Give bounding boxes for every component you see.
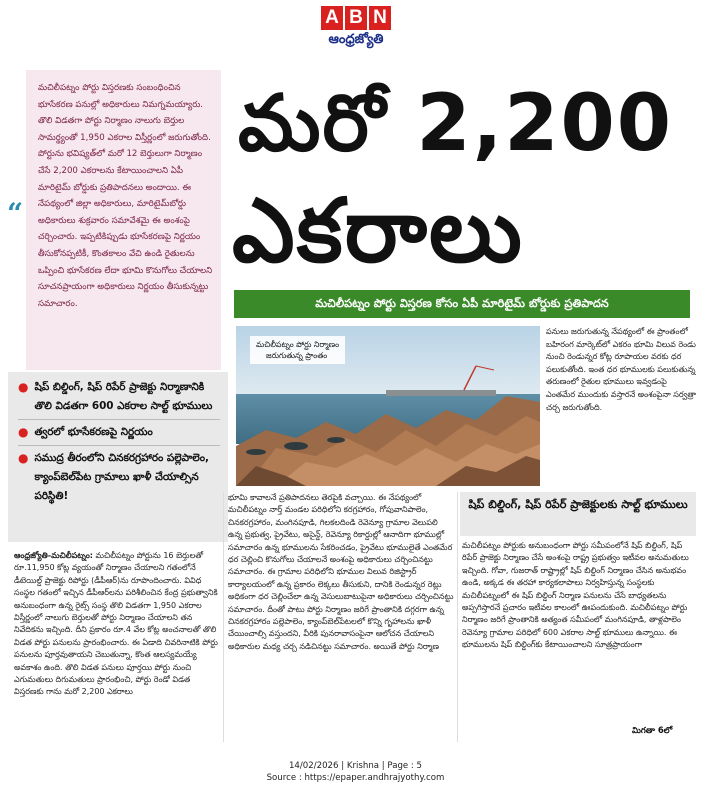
- highlight-item: [18, 449, 220, 506]
- subtitle-bar: మచిలీపట్నం పోర్టు విస్తరణ కోసం ఏపీ మారిటైమ్‌ బోర్డుకు ప్రతిపాదన: [234, 290, 690, 318]
- headline-line-1: మరో 2,200: [238, 79, 674, 169]
- sub-article-text: మచిలీపట్నం పోర్టుకు అనుబంధంగా పోర్టు సమీపంలోనే షిప్‌ బిల్డింగ్‌, షిప్‌ రిపేర్‌ ప్రాజెక్టు నిర్మాణం చేసే అంశంపై రాష్ట్ర ప్రభుత్వం ఇటీవల అనుమతులు ఇచ్చింది. గోవా, గుజరాత్‌ రాష్ట్రాల్లో షిప్‌ బిల్డింగ్‌ నిర్మాణం చేసిన అనుభవం ఉండి, అక్కడ ఈ తరహా కార్యకలాపాలు నిర్వహిస్తున్న సంస్థలకు మచిలీపట్నంలో ఈ షిప్‌ బిల్డింగ్‌ నిర్మాణ పనులను చేసే బాధ్యతలను అప్పగిస్తారనే ప్రచారం ఇటీవల కాలంలో ఊపందుకుంది. మచిలీపట్నం పోర్టు నిర్మాణం జరిగే ప్రాంతానికి అత్యంత సమీపంలో మంగినపూడి, తాళ్లపాలెం రెవెన్యూ గ్రామాల పరిధిలో 600 ఎకరాల సాల్ట్‌ భూములు ఉన్నాయి. ఈ భూములను షిప్‌ బిల్డింగ్‌కు కేటాయించాలని సూత్రప్రాయంగా: [462, 541, 689, 650]
- highlight-text: సముద్ర తీరంలోని చినకరగ్రహారం పల్లెపాలెం, క్యాంప్‌బెల్‌పేట గ్రామాలు ఖాళీ చేయాల్సిన పరిస్థితి!: [34, 452, 209, 502]
- logo-letter-a: A: [321, 6, 343, 30]
- highlight-text: షిప్‌ బిల్డింగ్‌, షిప్‌ రిపేర్‌ ప్రాజెక్టు నిర్మాణానికి తొలి విడతగా 600 ఎకరాల సాల్ట్‌ భూములు: [34, 381, 213, 412]
- logo-letter-b: B: [345, 6, 367, 30]
- highlight-item: [18, 423, 220, 442]
- page-footer: [0, 760, 711, 784]
- column-divider: [223, 492, 224, 742]
- port-photo: [236, 326, 540, 486]
- abn-logo-mark: [321, 6, 391, 30]
- footer-source: Source : https://epaper.andhrajyothy.com: [266, 773, 445, 783]
- headline-line-2: ఎకరాలు: [232, 179, 524, 282]
- logo-letter-n: N: [369, 6, 391, 30]
- right-column-text: పనులు జరుగుతున్న నేపథ్యంలో ఈ ప్రాంతంలో బహిరంగ మార్కెట్‌లో ఎకరం భూమి విలువ రెండు నుంచి రెండున్నర కోట్ల రూపాయల వరకు ధర పలుకుతోంది. ఇంత ధర భూములకు పలుకుతున్న తరుణంలో రైతుల భూములు ఇవ్వడంపై ఎంతమేర ముందుకు వస్తారనే అంశంపైనా సర్వత్రా చర్చ జరుగుతోంది.: [546, 327, 696, 412]
- left-article-text: మచిలీపట్నం పోర్టును 16 బెర్తులతో రూ.11,950 కోట్ల వ్యయంతో నిర్మాణం చేయాలని గతంలోనే డీటెయిల్డ్‌ ప్రాజెక్టు రిపోర్టు (డీపీఆర్‌)ను రూపొందించారు. వివిధ సంస్థల గతంలో ఇచ్చిన డీపీఆర్‌లను పరిశీలించిన కేంద్ర ప్రభుత్వానికి అనుబంధంగా ఉన్న రైట్స్‌ సంస్థ తొలి విడతగా 1,950 ఎకరాల విస్తీర్ణంలో నాలుగు బెర్తులతో పోర్టు నిర్మాణం చేయాలని తన నివేదికను ఇచ్చింది. దీని ప్రకారం రూ.4 వేల కోట్ల అంచనాలతో తొలి విడత పోర్టు పనులను ప్రారంభించారు. ఈ ఏడాది చివరినాటికి పోర్టు పనులను పూర్తవుతాయని చెబుతున్నా, కొంత ఆలస్యమయ్యే అవకాశం ఉంది. తొలి విడత పనులు పూర్తయి పోర్టు నుంచి ఎగుమతులు దిగుమతులు ప్రారంభించి, పోర్టు రెండో విడత విస్తరణకు గాను మరో 2,200 ఎకరాలు: [14, 551, 218, 697]
- photo-caption-line-2: జరుగుతున్న ప్రాంతం: [266, 351, 328, 360]
- bullet-icon: ●: [18, 451, 29, 465]
- highlights-box: [8, 372, 228, 542]
- logo-subtitle: ఆంధ్రజ్యోతి: [328, 32, 384, 47]
- sub-article-headline: షిప్‌ బిల్డింగ్‌, షిప్‌ రిపేర్‌ ప్రాజెక్టులకు సాల్ట్‌ భూములు: [460, 492, 696, 536]
- footer-date-edition: 14/02/2026 | Krishna | Page : 5: [288, 761, 423, 771]
- quote-mark-icon: “: [7, 197, 24, 230]
- middle-article-text: భూమి కావాలనే ప్రతిపాదనలు తెరపైకి వచ్చాయి. ఈ నేపథ్యంలో మచిలీపట్నం నార్త్‌ మండల పరిధిలోని కరగ్రహారం, గోపువానిపాలెం, చినకరగ్రహారం, మంగినపూడి, గిలకలదిండి రెవెన్యూ గ్రామాల వెలుపలి ఉన్న ప్రభుత్వ, ప్రైవేటు, అసైన్డ్‌, రెవెన్యూ రికార్డుల్లో ఆనాదిగా భూముల్లో సమాచారం ఉన్న భూములను సేకరించడం, ప్రైవేటు భూములైతే ఎంతమేర ధర చెల్లించి కొనుగోలు చేయాలనే అంశంపై అధికారులు చర్చించినట్టు సమాచారం. ఈ గ్రామాల పరిధిలోని భూముల విలువ రిజిస్ట్రార్‌ కార్యాలయంలో ఉన్న ప్రకారం లెక్కలు తీసుకుని, దానికి రెండున్నర రెట్లు అధికంగా ధర చెల్లించేలా ఉన్న వెసులుబాటుపైనా అధికారులు చర్చించినట్టు సమాచారం. దీంతో పాటు పోర్టు నిర్మాణం జరిగే ప్రాంతానికి దగ్గరగా ఉన్న చినకరగ్రహారం పల్లెపాలెం, క్యాంప్‌బెల్‌పేటలలో కొన్ని గృహాలను ఖాళీ చేయించాల్సి వస్తుందని, వీరికి పునరావాసంపైనా ఆలోచన చేయాలని అధికారుల మధ్య చర్చ నడిచినట్టు సమాచారం. అయితే పోర్టు నిర్మాణ: [228, 493, 454, 651]
- continued-label: మిగతా 6లో: [628, 725, 672, 738]
- photo-caption-line-1: మచిలీపట్నం పోర్టు నిర్మాణం: [256, 340, 340, 349]
- divider: [18, 445, 220, 446]
- highlight-text: త్వరలో భూసేకరణపై నిర్ణయం: [34, 426, 153, 438]
- bullet-icon: ●: [18, 380, 29, 394]
- dateline: ఆంధ్రజ్యోతి-మచిలీపట్నం:: [14, 551, 93, 560]
- column-divider: [457, 492, 458, 742]
- photo-caption: [250, 336, 345, 364]
- bullet-icon: ●: [18, 425, 29, 439]
- summary-text: మచిలీపట్నం పోర్టు విస్తరణకు సంబంధించిన భూసేకరణ పనుల్లో అధికారులు నిమగ్నమయ్యారు. తొలి విడతగా పోర్టు నిర్మాణం నాలుగు బెర్తుల సామర్థ్యంతో 1,950 ఎకరాల విస్తీర్ణంలో జరుగుతోంది. పోర్టును భవిష్యత్‌లో మరో 12 బెర్తులుగా నిర్మాణం చేసే 2,200 ఎకరాలను కేటాయించాలని ఏపీ మారిటైమ్‌ బోర్డుకు ప్రతిపాదనలు అందాయి. ఈ నేపథ్యంలో జిల్లా అధికారులు, మారిటైమ్‌బోర్డు అధికారులు శుక్రవారం సమావేశమై ఈ అంశంపై చర్చించారు. ఇప్పటికిప్పుడు భూసేకరణపై నిర్ణయం తీసుకోనప్పటికీ, కొంతకాలం వేచి ఉండి రైతులను ఒప్పించి భూసేకరణ లేదా భూమి కొనుగోలు చేయాలని సూచనప్రాయంగా అధికారులు నిర్ణయం తీసుకున్నట్టు సమాచారం.: [38, 83, 213, 309]
- headline: [228, 70, 690, 290]
- left-article: [14, 550, 220, 750]
- summary-box: [26, 70, 221, 370]
- highlight-item: [18, 378, 220, 416]
- divider: [18, 419, 220, 420]
- abn-logo: [308, 6, 404, 56]
